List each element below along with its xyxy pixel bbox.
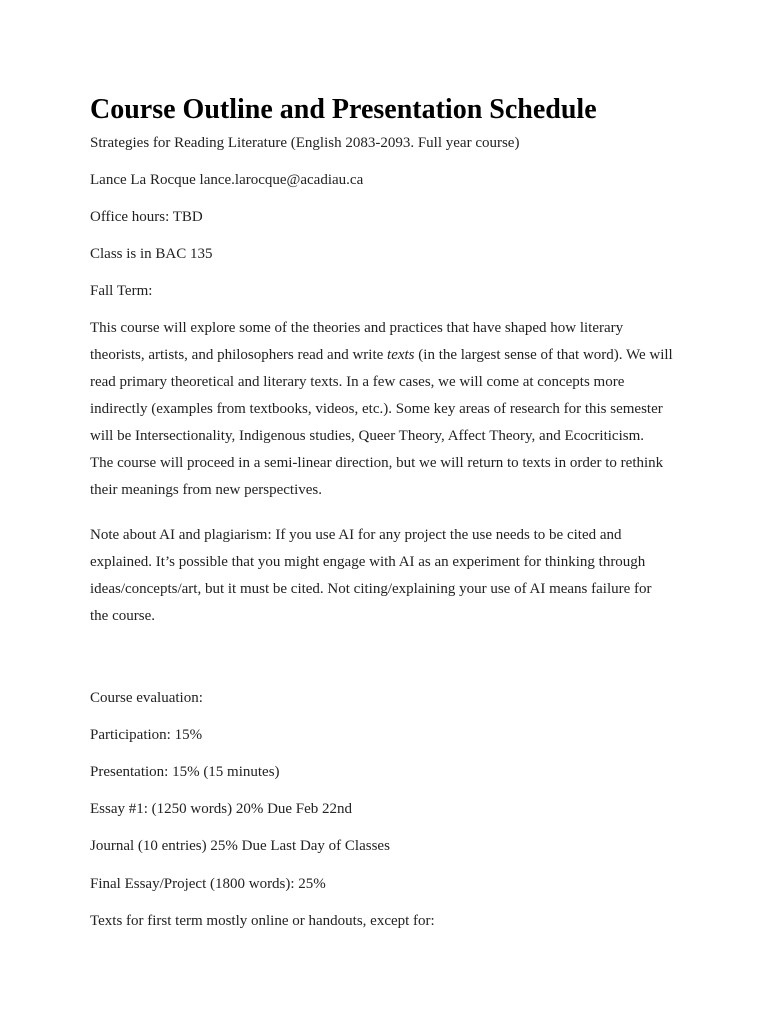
office-hours: Office hours: TBD (90, 209, 203, 225)
ai-note-line: the course. (90, 608, 155, 624)
evaluation-journal: Journal (10 entries) 25% Due Last Day of Classes (90, 838, 390, 854)
evaluation-presentation: Presentation: 15% (15 minutes) (90, 764, 280, 780)
texts-note: Texts for first term mostly online or handouts, except for: (90, 913, 435, 929)
description-line: read primary theoretical and literary texts. In a few cases, we will come at concepts more (90, 374, 625, 390)
evaluation-participation: Participation: 15% (90, 727, 203, 743)
evaluation-essay1: Essay #1: (1250 words) 20% Due Feb 22nd (90, 801, 353, 817)
description-line: their meanings from new perspectives. (90, 482, 323, 498)
emphasis-texts: texts (387, 347, 415, 363)
description-line: will be Intersectionality, Indigenous studies, Queer Theory, Affect Theory, and Ecocriticism. (90, 428, 645, 444)
ai-note-line: explained. It’s possible that you might engage with AI as an experiment for thinking through (90, 554, 646, 570)
instructor-contact: Lance La Rocque lance.larocque@acadiau.ca (90, 172, 364, 188)
description-line: theorists, artists, and philosophers read and write texts (in the largest sense of that word). We will (90, 347, 673, 363)
course-description (90, 315, 690, 504)
term-heading: Fall Term: (90, 283, 153, 299)
classroom-location: Class is in BAC 135 (90, 246, 213, 262)
description-line: This course will explore some of the theories and practices that have shaped how literary (90, 320, 624, 336)
evaluation-final: Final Essay/Project (1800 words): 25% (90, 876, 326, 892)
page-title: Course Outline and Presentation Schedule (90, 94, 597, 125)
ai-plagiarism-note (90, 522, 690, 630)
ai-note-line: ideas/concepts/art, but it must be cited. Not citing/explaining your use of AI means failure for (90, 581, 652, 597)
course-subtitle: Strategies for Reading Literature (English 2083-2093. Full year course) (90, 135, 520, 151)
description-line: indirectly (examples from textbooks, videos, etc.). Some key areas of research for this semester (90, 401, 663, 417)
description-line: The course will proceed in a semi-linear direction, but we will return to texts in order to rethink (90, 455, 664, 471)
ai-note-line: Note about AI and plagiarism: If you use AI for any project the use needs to be cited and (90, 527, 622, 543)
evaluation-heading: Course evaluation: (90, 690, 203, 706)
